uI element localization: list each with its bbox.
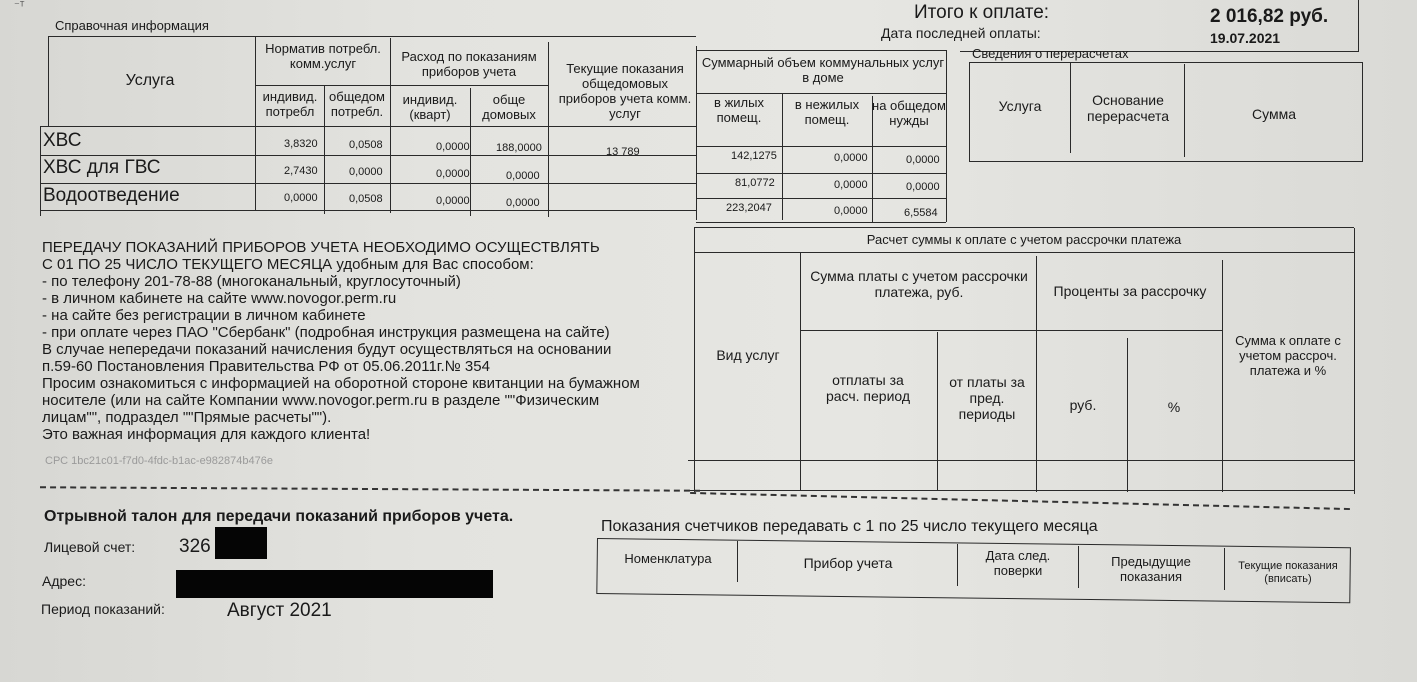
row-res: 223,2047 xyxy=(726,202,772,214)
recalc-title: Сведения о перерасчетах xyxy=(972,46,1129,61)
last-payment-label: Дата последней оплаты: xyxy=(881,25,1041,41)
notice-line: лицам"", подраздел ""Прямые расчеты""). xyxy=(42,409,332,426)
row-norm-ind: 2,7430 xyxy=(284,165,318,177)
row-res: 142,1275 xyxy=(731,150,777,162)
meters-title: Показания счетчиков передавать с 1 по 25 число текущего месяца xyxy=(601,518,1098,535)
recalc-col-service: Услуга xyxy=(998,98,1042,114)
col-total-due: Сумма к оплате с учетом рассроч. платежа и % xyxy=(1235,333,1341,378)
col-total-res: в жилых помещ. xyxy=(714,95,764,125)
address-redaction xyxy=(176,570,493,598)
row-meter-ind: 0,0000 xyxy=(436,141,470,153)
row-meter-ind: 0,0000 xyxy=(436,195,470,207)
col-service: Услуга xyxy=(125,72,175,89)
row-meter-common: 0,0000 xyxy=(506,170,540,182)
notice-line: В случае непередачи показаний начисления будут осуществляться на основании xyxy=(42,341,612,358)
account-redaction xyxy=(215,527,267,559)
corner-mark: ⁻ᵀ xyxy=(14,0,25,12)
col-meter-common: обще домовых xyxy=(482,92,536,122)
col-device: Прибор учета xyxy=(803,555,893,571)
last-payment-value: 19.07.2021 xyxy=(1210,30,1281,46)
installment-title: Расчет суммы к оплате с учетом рассрочки платежа xyxy=(866,232,1182,247)
recalc-col-reason: Основание перерасчета xyxy=(1086,92,1169,125)
row-norm-common: 0,0000 xyxy=(349,166,383,178)
col-total: Суммарный объем коммунальных услуг в доме xyxy=(701,55,945,85)
row-nonres: 0,0000 xyxy=(834,205,868,217)
period-label: Период показаний: xyxy=(41,601,165,617)
total-label: Итого к оплате: xyxy=(914,2,1050,23)
notice-line: С 01 ПО 25 ЧИСЛО ТЕКУЩЕГО МЕСЯЦА удобным для Вас способом: xyxy=(42,256,534,273)
row-common: 0,0000 xyxy=(906,154,940,166)
notice-line: - при оплате через ПАО "Сбербанк" (подробная инструкция размещена на сайте) xyxy=(42,324,610,341)
period-value: Август 2021 xyxy=(227,600,332,621)
notice-line: Просим ознакомиться с информацией на оборотной стороне квитанции на бумажном xyxy=(42,375,640,392)
address-label: Адрес: xyxy=(42,573,86,589)
row-service: ХВС для ГВС xyxy=(43,157,161,178)
doc-code: СРС 1bc21c01-f7d0-4fdc-b1ac-e982874b476e xyxy=(45,455,273,467)
col-current-readings: Текущие показания (вписать) xyxy=(1238,560,1338,585)
section-title: Справочная информация xyxy=(55,18,209,33)
notice-line: ПЕРЕДАЧУ ПОКАЗАНИЙ ПРИБОРОВ УЧЕТА НЕОБХОДИМО ОСУЩЕСТВЛЯТЬ xyxy=(42,239,600,256)
col-installment-sum: Сумма платы с учетом рассрочки платежа, руб. xyxy=(810,268,1028,301)
col-percent: % xyxy=(1167,399,1181,415)
col-next-check: Дата след. поверки xyxy=(985,548,1051,578)
col-service-type: Вид услуг xyxy=(716,347,780,363)
row-meter-common: 0,0000 xyxy=(506,197,540,209)
col-total-common: на общедом нужды xyxy=(872,98,946,128)
total-value: 2 016,82 руб. xyxy=(1210,6,1329,27)
notice-line: Это важная информация для каждого клиента! xyxy=(42,426,371,443)
row-res: 81,0772 xyxy=(735,177,775,189)
row-norm-common: 0,0508 xyxy=(349,139,383,151)
col-meter-ind: индивид. (кварт) xyxy=(402,92,458,122)
row-nonres: 0,0000 xyxy=(834,179,868,191)
col-current: Текущие показания общедомовых приборов учета комм. услуг xyxy=(558,61,692,121)
row-norm-ind: 3,8320 xyxy=(284,138,318,150)
col-rub: руб. xyxy=(1069,397,1097,413)
row-meter-ind: 0,0000 xyxy=(436,168,470,180)
col-meter: Расход по показаниям приборов учета xyxy=(401,49,537,79)
row-nonres: 0,0000 xyxy=(834,152,868,164)
col-prev-periods: от платы за пред. периоды xyxy=(949,374,1025,423)
col-norm-ind: индивид. потребл xyxy=(262,89,318,119)
account-label: Лицевой счет: xyxy=(44,539,136,555)
notice-line: - на сайте без регистрации в личном кабинете xyxy=(42,307,366,324)
col-previous: Предыдущие показания xyxy=(1111,554,1191,584)
row-current: 13 789 xyxy=(606,146,640,158)
col-total-nonres: в нежилых помещ. xyxy=(794,97,860,127)
row-meter-common: 188,0000 xyxy=(496,142,542,154)
row-common: 0,0000 xyxy=(906,181,940,193)
notice-line: - по телефону 201-78-88 (многоканальный, круглосуточный) xyxy=(42,273,461,290)
row-norm-common: 0,0508 xyxy=(349,193,383,205)
col-interest: Проценты за рассрочку xyxy=(1053,283,1207,299)
tear-line xyxy=(40,486,700,491)
col-norm: Норматив потребл. комм.услуг xyxy=(265,41,381,71)
recalc-col-sum: Сумма xyxy=(1252,106,1296,122)
notice-line: п.59-60 Постановления Правительства РФ от 05.06.2011г.№ 354 xyxy=(42,358,490,375)
row-service: ХВС xyxy=(43,130,82,151)
col-current-period: отплаты за расч. период xyxy=(825,372,911,405)
row-common: 6,5584 xyxy=(904,207,938,219)
account-value: 326 xyxy=(179,536,211,557)
row-service: Водоотведение xyxy=(43,185,180,206)
tear-line xyxy=(690,492,1350,510)
notice-line: носителе (или на сайте Компании www.novogor.perm.ru в разделе ""Физическим xyxy=(42,392,600,409)
col-nomenclature: Номенклатура xyxy=(624,551,712,566)
col-norm-common: общедом потребл. xyxy=(329,89,385,119)
notice-line: - в личном кабинете на сайте www.novogor.perm.ru xyxy=(42,290,397,307)
coupon-title: Отрывной талон для передачи показаний приборов учета. xyxy=(44,508,514,525)
row-norm-ind: 0,0000 xyxy=(284,192,318,204)
